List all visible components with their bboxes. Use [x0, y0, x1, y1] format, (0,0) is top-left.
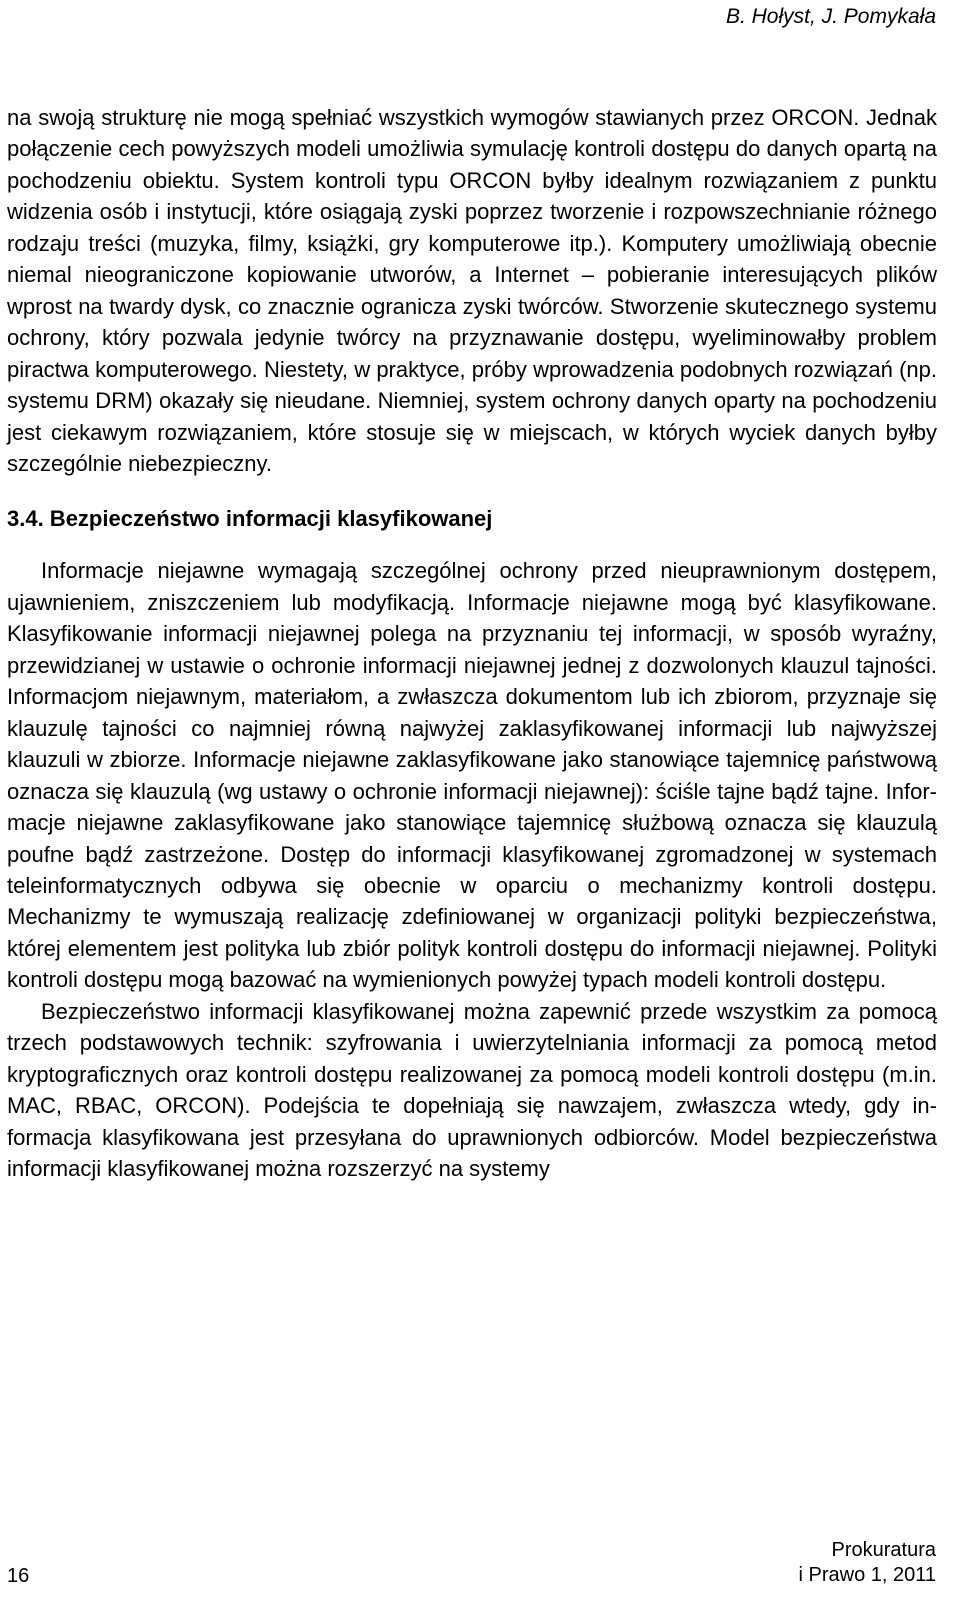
paragraph-orcon-continuation: na swoją strukturę nie mogą spełniać wszystkich wymogów stawianych przez ORCON. Jednak połączenie cech powyższych modeli umożliwia symulację kontroli dostępu do danych opartą na pochodzeniu obiektu. System kontroli typu ORCON byłby idealnym rozwiązaniem z punktu widzenia osób i instytucji, które osiągają zyski poprzez tworzenie i rozpowszechnianie różnego rodzaju treści (muzyka, filmy, książki, gry komputerowe itp.). Komputery umożliwiają obecnie niemal nieograniczone kopiowanie utworów, a Internet – pobieranie interesujących plików wprost na twardy dysk, co znacznie ogranicza zyski twórców. Stworzenie skutecznego systemu ochrony, który pozwala jedynie twórcy na przyznawanie dostępu, wyeliminowałby problem piractwa komputerowego. Niestety, w praktyce, próby wprowadzenia podobnych rozwiązań (np. systemu DRM) okazały się nieudane. Niemniej, system ochrony danych oparty na pochodzeniu jest ciekawym rozwiązaniem, które stosuje się w miejscach, w których wyciek danych byłby szczególnie niebezpieczny.: [7, 105, 937, 476]
paragraph-classified-security: Bezpieczeństwo informacji klasyfikowanej można zapewnić przede wszystkim za pomocą trzech podstawowych technik: szyfrowania i uwierzytelniania informacji za pomocą metod kryptograficznych oraz kontroli dostępu realizowanej za pomocą modeli kontroli dostępu (m.in. MAC, RBAC, ORCON). Podejścia te dopełniają się nawzajem, zwłaszcza wtedy, gdy informacja klasyfikowana jest przesyłana do uprawnionych odbiorców. Model bezpieczeństwa informacji klasyfikowanej można rozszerzyć na systemy: [7, 998, 937, 1182]
page-number: 16: [7, 1565, 30, 1587]
paragraph-classified-info: Informacje niejawne wymagają szczególnej ochrony przed nieuprawnionym dostępem, ujawnieniem, zniszczeniem lub modyfikacją. Informacje niejawne mogą być klasyfikowane. Klasyfikowanie informacji niejawnej polega na przyznaniu tej informacji, w sposób wyraźny, przewidzianej w ustawie o ochronie informacji niejawnej jednej z dozwolonych klauzul tajności. Informacjom niejawnym, materiałom, a zwłaszcza dokumentom lub ich zbiorom, przyznaje się klauzulę tajności co najmniej równą najwyżej zaklasyfikowanej informacji lub najwyższej klauzuli w zbiorze. Informacje niejawne zaklasyfikowane jako stanowiące tajemnicę państwową oznacza się klauzulą (wg ustawy o ochronie informacji niejawnej): ściśle tajne bądź tajne. Informacje niejawne zaklasyfikowane jako stanowiące tajemnicę służbową oznacza się klauzulą poufne bądź zastrzeżone. Dostęp do informacji klasyfikowanej zgromadzonej w systemach teleinformatycznych odbywa się obecnie w oparciu o mechanizmy kontroli dostępu. Mechanizmy te wymuszają realizację zdefiniowanej w organizacji polityki bezpieczeństwa, której elementem jest polityka lub zbiór polityk kontroli dostępu do informacji niejawnej. Polityki kontroli dostępu mogą bazować na wymienionych powyżej typach modeli kontroli dostępu.: [7, 558, 937, 993]
journal-name: Prokuratura: [831, 1539, 936, 1561]
section-heading: 3.4. Bezpieczeństwo informacji klasyfikowanej: [7, 506, 493, 532]
running-header-authors: B. Hołyst, J. Pomykała: [725, 5, 936, 28]
article-body: [7, 102, 937, 1185]
journal-issue: i Prawo 1, 2011: [798, 1564, 936, 1586]
journal-footer: [799, 1538, 937, 1588]
